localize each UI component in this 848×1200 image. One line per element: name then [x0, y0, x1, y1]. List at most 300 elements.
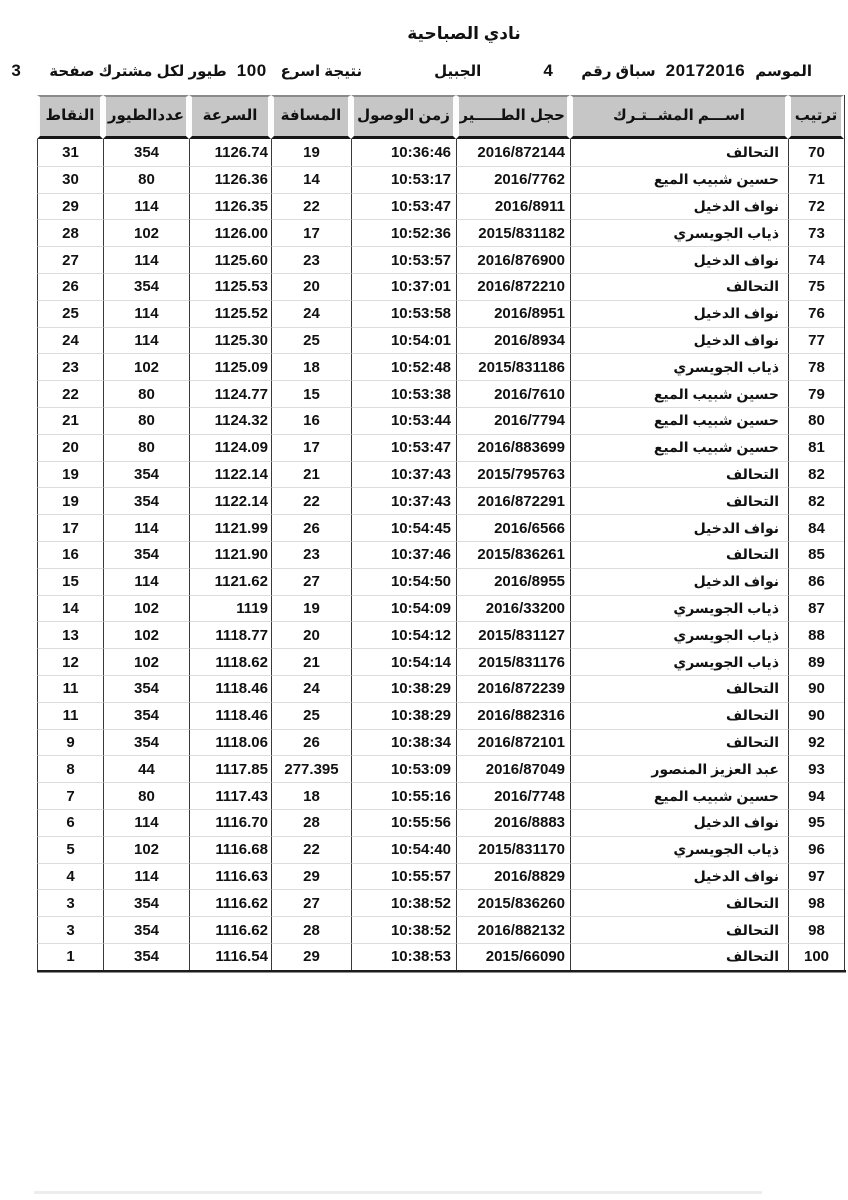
table-row: [37, 541, 844, 568]
distance-cell: 23: [271, 246, 351, 273]
arrival-time-cell: 10:38:52: [351, 889, 456, 916]
points-cell: 27: [37, 246, 103, 273]
points-cell: 6: [37, 809, 103, 836]
points-cell: 11: [37, 702, 103, 729]
distance-cell: 20: [271, 273, 351, 300]
result-label: نتيجة اسرع: [280, 63, 363, 80]
arrival-time-cell: 10:55:56: [351, 809, 456, 836]
arrival-time-cell: 10:53:38: [351, 380, 456, 407]
rank-cell: 85: [788, 541, 844, 568]
bird-count-cell: 102: [103, 648, 189, 675]
arrival-time-cell: 10:38:52: [351, 916, 456, 943]
ring-number-cell: 2016/876900: [456, 246, 570, 273]
participant-name-cell: ذياب الجويسري: [570, 648, 788, 675]
table-row: [37, 568, 844, 595]
results-table: [37, 95, 845, 970]
rank-cell: 98: [788, 889, 844, 916]
table-row: [37, 487, 844, 514]
arrival-time-cell: 10:37:01: [351, 273, 456, 300]
speed-cell: 1126.36: [189, 166, 271, 193]
distance-cell: 17: [271, 434, 351, 461]
bird-count-cell: 80: [103, 407, 189, 434]
ring-number-cell: 2016/6566: [456, 514, 570, 541]
participant-name-cell: نواف الدخيل: [570, 809, 788, 836]
arrival-time-cell: 10:53:58: [351, 300, 456, 327]
ring-number-cell: 2016/7762: [456, 166, 570, 193]
bird-count-cell: 80: [103, 380, 189, 407]
points-cell: 16: [37, 541, 103, 568]
distance-cell: 25: [271, 702, 351, 729]
bird-count-cell: 114: [103, 327, 189, 354]
header-points: النقاط: [37, 95, 103, 139]
participant-name-cell: نواف الدخيل: [570, 568, 788, 595]
speed-cell: 1125.52: [189, 300, 271, 327]
ring-number-cell: 2016/883699: [456, 434, 570, 461]
speed-cell: 1125.53: [189, 273, 271, 300]
rank-cell: 80: [788, 407, 844, 434]
race-location: الجبيل: [434, 63, 482, 80]
participant-name-cell: ذياب الجويسري: [570, 836, 788, 863]
speed-cell: 1117.43: [189, 782, 271, 809]
bird-count-cell: 114: [103, 809, 189, 836]
header-arrival-time: زمن الوصول: [351, 95, 456, 139]
bird-count-cell: 80: [103, 166, 189, 193]
bird-count-cell: 114: [103, 193, 189, 220]
speed-cell: 1121.99: [189, 514, 271, 541]
rank-cell: 89: [788, 648, 844, 675]
arrival-time-cell: 10:54:45: [351, 514, 456, 541]
points-cell: 14: [37, 595, 103, 622]
header-rank: ترتيب: [788, 95, 844, 139]
points-cell: 7: [37, 782, 103, 809]
report-meta-line: [0, 61, 848, 81]
distance-cell: 19: [271, 139, 351, 166]
arrival-time-cell: 10:37:43: [351, 461, 456, 488]
arrival-time-cell: 10:55:57: [351, 863, 456, 890]
distance-cell: 19: [271, 595, 351, 622]
points-cell: 3: [37, 916, 103, 943]
ring-number-cell: 2016/882316: [456, 702, 570, 729]
bird-count-cell: 114: [103, 246, 189, 273]
speed-cell: 1126.35: [189, 193, 271, 220]
arrival-time-cell: 10:53:09: [351, 755, 456, 782]
distance-cell: 16: [271, 407, 351, 434]
speed-cell: 1124.09: [189, 434, 271, 461]
ring-number-cell: 2016/8955: [456, 568, 570, 595]
arrival-time-cell: 10:54:50: [351, 568, 456, 595]
ring-number-cell: 2016/8911: [456, 193, 570, 220]
speed-cell: 1116.70: [189, 809, 271, 836]
distance-cell: 25: [271, 327, 351, 354]
table-row: [37, 300, 844, 327]
distance-cell: 17: [271, 219, 351, 246]
speed-cell: 1118.06: [189, 729, 271, 756]
points-cell: 11: [37, 675, 103, 702]
bird-count-cell: 44: [103, 755, 189, 782]
arrival-time-cell: 10:55:16: [351, 782, 456, 809]
bird-count-cell: 102: [103, 219, 189, 246]
participant-name-cell: عبد العزيز المنصور: [570, 755, 788, 782]
table-row: [37, 139, 844, 166]
speed-cell: 1118.77: [189, 621, 271, 648]
ring-number-cell: 2016/33200: [456, 595, 570, 622]
participant-name-cell: حسين شبيب الميع: [570, 782, 788, 809]
table-row: [37, 461, 844, 488]
table-row: [37, 273, 844, 300]
ring-number-cell: 2016/872239: [456, 675, 570, 702]
distance-cell: 28: [271, 809, 351, 836]
participant-name-cell: التحالف: [570, 943, 788, 970]
ring-number-cell: 2016/7610: [456, 380, 570, 407]
rank-cell: 79: [788, 380, 844, 407]
participant-name-cell: التحالف: [570, 541, 788, 568]
rank-cell: 96: [788, 836, 844, 863]
distance-cell: 20: [271, 621, 351, 648]
ring-number-cell: 2016/872144: [456, 139, 570, 166]
table-row: [37, 595, 844, 622]
speed-cell: 1126.00: [189, 219, 271, 246]
points-cell: 20: [37, 434, 103, 461]
distance-cell: 29: [271, 943, 351, 970]
speed-cell: 1125.30: [189, 327, 271, 354]
rank-cell: 95: [788, 809, 844, 836]
speed-cell: 1116.54: [189, 943, 271, 970]
distance-cell: 277.395: [271, 755, 351, 782]
participant-name-cell: التحالف: [570, 139, 788, 166]
table-row: [37, 648, 844, 675]
participant-name-cell: التحالف: [570, 702, 788, 729]
ring-number-cell: 2016/7748: [456, 782, 570, 809]
rank-cell: 77: [788, 327, 844, 354]
distance-cell: 27: [271, 568, 351, 595]
distance-cell: 26: [271, 729, 351, 756]
distance-cell: 28: [271, 916, 351, 943]
ring-number-cell: 2016/8951: [456, 300, 570, 327]
ring-number-cell: 2016/87049: [456, 755, 570, 782]
rank-cell: 76: [788, 300, 844, 327]
participant-name-cell: التحالف: [570, 889, 788, 916]
points-cell: 9: [37, 729, 103, 756]
scan-artifact: [34, 1191, 762, 1194]
participant-name-cell: حسين شبيب الميع: [570, 407, 788, 434]
speed-cell: 1116.68: [189, 836, 271, 863]
points-cell: 30: [37, 166, 103, 193]
rank-cell: 90: [788, 675, 844, 702]
ring-number-cell: 2015/831176: [456, 648, 570, 675]
table-row: [37, 755, 844, 782]
ring-number-cell: 2015/831186: [456, 353, 570, 380]
speed-cell: 1116.63: [189, 863, 271, 890]
participant-name-cell: التحالف: [570, 729, 788, 756]
ring-number-cell: 2016/8883: [456, 809, 570, 836]
bird-count-cell: 114: [103, 514, 189, 541]
bird-count-cell: 354: [103, 702, 189, 729]
rank-cell: 90: [788, 702, 844, 729]
table-bottom-double-rule: [37, 970, 846, 973]
arrival-time-cell: 10:53:17: [351, 166, 456, 193]
season-label: الموسم: [755, 63, 812, 80]
speed-cell: 1122.14: [189, 461, 271, 488]
bird-count-cell: 354: [103, 273, 189, 300]
points-cell: 12: [37, 648, 103, 675]
speed-cell: 1117.85: [189, 755, 271, 782]
distance-cell: 21: [271, 461, 351, 488]
table-row: [37, 407, 844, 434]
distance-cell: 24: [271, 675, 351, 702]
points-cell: 17: [37, 514, 103, 541]
table-row: [37, 675, 844, 702]
bird-count-cell: 114: [103, 568, 189, 595]
table-row: [37, 889, 844, 916]
speed-cell: 1125.09: [189, 353, 271, 380]
participant-name-cell: حسين شبيب الميع: [570, 380, 788, 407]
arrival-time-cell: 10:52:36: [351, 219, 456, 246]
rank-cell: 84: [788, 514, 844, 541]
distance-cell: 14: [271, 166, 351, 193]
ring-number-cell: 2016/7794: [456, 407, 570, 434]
bird-count-cell: 354: [103, 943, 189, 970]
arrival-time-cell: 10:37:46: [351, 541, 456, 568]
speed-cell: 1125.60: [189, 246, 271, 273]
table-row: [37, 193, 844, 220]
rank-cell: 87: [788, 595, 844, 622]
ring-number-cell: 2015/66090: [456, 943, 570, 970]
ring-number-cell: 2016/872210: [456, 273, 570, 300]
bird-limit: 100: [236, 61, 267, 80]
header-speed: السرعة: [189, 95, 271, 139]
bird-count-cell: 354: [103, 487, 189, 514]
speed-cell: 1116.62: [189, 889, 271, 916]
table-row: [37, 514, 844, 541]
ring-number-cell: 2015/831170: [456, 836, 570, 863]
table-row: [37, 621, 844, 648]
speed-cell: 1124.32: [189, 407, 271, 434]
header-participant-name: اســـم المشــتـرك: [570, 95, 788, 139]
bird-count-cell: 354: [103, 916, 189, 943]
participant-name-cell: نواف الدخيل: [570, 863, 788, 890]
speed-cell: 1126.74: [189, 139, 271, 166]
participant-name-cell: نواف الدخيل: [570, 514, 788, 541]
club-title: نادي الصباحية: [407, 24, 521, 43]
distance-cell: 21: [271, 648, 351, 675]
ring-number-cell: 2015/831182: [456, 219, 570, 246]
bird-count-cell: 102: [103, 353, 189, 380]
bird-count-cell: 354: [103, 675, 189, 702]
points-cell: 31: [37, 139, 103, 166]
table-row: [37, 782, 844, 809]
arrival-time-cell: 10:53:47: [351, 434, 456, 461]
race-label: سباق رقم: [581, 63, 656, 80]
participant-name-cell: التحالف: [570, 461, 788, 488]
rank-cell: 75: [788, 273, 844, 300]
distance-cell: 18: [271, 353, 351, 380]
distance-cell: 22: [271, 487, 351, 514]
arrival-time-cell: 10:38:53: [351, 943, 456, 970]
participant-name-cell: ذياب الجويسري: [570, 353, 788, 380]
ring-number-cell: 2015/836261: [456, 541, 570, 568]
race-number: 4: [543, 61, 554, 80]
participant-name-cell: نواف الدخيل: [570, 246, 788, 273]
distance-cell: 23: [271, 541, 351, 568]
rank-cell: 97: [788, 863, 844, 890]
points-cell: 1: [37, 943, 103, 970]
table-row: [37, 166, 844, 193]
participant-name-cell: ذياب الجويسري: [570, 621, 788, 648]
points-cell: 5: [37, 836, 103, 863]
results-body: [37, 139, 844, 970]
rank-cell: 71: [788, 166, 844, 193]
table-row: [37, 943, 844, 970]
arrival-time-cell: 10:54:09: [351, 595, 456, 622]
bird-count-cell: 354: [103, 889, 189, 916]
speed-cell: 1116.62: [189, 916, 271, 943]
speed-cell: 1121.62: [189, 568, 271, 595]
arrival-time-cell: 10:38:29: [351, 675, 456, 702]
per-participant-label: طيور لكل مشترك صفحة: [49, 63, 227, 80]
rank-cell: 73: [788, 219, 844, 246]
bird-count-cell: 114: [103, 863, 189, 890]
participant-name-cell: نواف الدخيل: [570, 193, 788, 220]
rank-cell: 92: [788, 729, 844, 756]
speed-cell: 1124.77: [189, 380, 271, 407]
points-cell: 29: [37, 193, 103, 220]
arrival-time-cell: 10:38:29: [351, 702, 456, 729]
distance-cell: 15: [271, 380, 351, 407]
points-cell: 15: [37, 568, 103, 595]
points-cell: 22: [37, 380, 103, 407]
points-cell: 19: [37, 487, 103, 514]
points-cell: 23: [37, 353, 103, 380]
participant-name-cell: نواف الدخيل: [570, 300, 788, 327]
ring-number-cell: 2015/831127: [456, 621, 570, 648]
table-row: [37, 729, 844, 756]
points-cell: 8: [37, 755, 103, 782]
table-row: [37, 434, 844, 461]
rank-cell: 94: [788, 782, 844, 809]
table-row: [37, 380, 844, 407]
bird-count-cell: 80: [103, 782, 189, 809]
ring-number-cell: 2015/836260: [456, 889, 570, 916]
distance-cell: 29: [271, 863, 351, 890]
rank-cell: 82: [788, 487, 844, 514]
points-cell: 25: [37, 300, 103, 327]
results-table-wrap: [38, 95, 845, 973]
page-number: 3: [11, 61, 22, 80]
points-cell: 26: [37, 273, 103, 300]
points-cell: 3: [37, 889, 103, 916]
distance-cell: 26: [271, 514, 351, 541]
rank-cell: 93: [788, 755, 844, 782]
arrival-time-cell: 10:54:14: [351, 648, 456, 675]
bird-count-cell: 80: [103, 434, 189, 461]
speed-cell: 1122.14: [189, 487, 271, 514]
rank-cell: 88: [788, 621, 844, 648]
arrival-time-cell: 10:53:57: [351, 246, 456, 273]
table-row: [37, 863, 844, 890]
table-row: [37, 219, 844, 246]
rank-cell: 78: [788, 353, 844, 380]
points-cell: 24: [37, 327, 103, 354]
rank-cell: 98: [788, 916, 844, 943]
arrival-time-cell: 10:54:01: [351, 327, 456, 354]
points-cell: 13: [37, 621, 103, 648]
participant-name-cell: التحالف: [570, 916, 788, 943]
rank-cell: 100: [788, 943, 844, 970]
arrival-time-cell: 10:54:12: [351, 621, 456, 648]
table-row: [37, 702, 844, 729]
participant-name-cell: التحالف: [570, 273, 788, 300]
header-row: [37, 95, 844, 139]
participant-name-cell: حسين شبيب الميع: [570, 434, 788, 461]
arrival-time-cell: 10:54:40: [351, 836, 456, 863]
bird-count-cell: 102: [103, 621, 189, 648]
participant-name-cell: حسين شبيب الميع: [570, 166, 788, 193]
speed-cell: 1119: [189, 595, 271, 622]
participant-name-cell: التحالف: [570, 487, 788, 514]
table-row: [37, 353, 844, 380]
speed-cell: 1118.46: [189, 675, 271, 702]
participant-name-cell: التحالف: [570, 675, 788, 702]
ring-number-cell: 2016/872291: [456, 487, 570, 514]
speed-cell: 1118.46: [189, 702, 271, 729]
distance-cell: 24: [271, 300, 351, 327]
header-bird-count: عددالطيور: [103, 95, 189, 139]
arrival-time-cell: 10:37:43: [351, 487, 456, 514]
header-distance: المسافة: [271, 95, 351, 139]
bird-count-cell: 354: [103, 729, 189, 756]
speed-cell: 1121.90: [189, 541, 271, 568]
participant-name-cell: ذياب الجويسري: [570, 219, 788, 246]
ring-number-cell: 2016/872101: [456, 729, 570, 756]
bird-count-cell: 354: [103, 541, 189, 568]
bird-count-cell: 114: [103, 300, 189, 327]
bird-count-cell: 354: [103, 461, 189, 488]
arrival-time-cell: 10:52:48: [351, 353, 456, 380]
distance-cell: 18: [271, 782, 351, 809]
ring-number-cell: 2015/795763: [456, 461, 570, 488]
rank-cell: 82: [788, 461, 844, 488]
arrival-time-cell: 10:53:44: [351, 407, 456, 434]
season-value: 20172016: [665, 61, 746, 80]
rank-cell: 86: [788, 568, 844, 595]
arrival-time-cell: 10:53:47: [351, 193, 456, 220]
header-ring-number: حجل الطـــــير: [456, 95, 570, 139]
table-row: [37, 246, 844, 273]
rank-cell: 72: [788, 193, 844, 220]
bird-count-cell: 102: [103, 595, 189, 622]
table-row: [37, 809, 844, 836]
table-row: [37, 916, 844, 943]
arrival-time-cell: 10:36:46: [351, 139, 456, 166]
participant-name-cell: نواف الدخيل: [570, 327, 788, 354]
distance-cell: 22: [271, 193, 351, 220]
arrival-time-cell: 10:38:34: [351, 729, 456, 756]
bird-count-cell: 354: [103, 139, 189, 166]
distance-cell: 22: [271, 836, 351, 863]
distance-cell: 27: [271, 889, 351, 916]
points-cell: 4: [37, 863, 103, 890]
bird-count-cell: 102: [103, 836, 189, 863]
rank-cell: 70: [788, 139, 844, 166]
points-cell: 19: [37, 461, 103, 488]
ring-number-cell: 2016/882132: [456, 916, 570, 943]
rank-cell: 74: [788, 246, 844, 273]
ring-number-cell: 2016/8934: [456, 327, 570, 354]
points-cell: 28: [37, 219, 103, 246]
speed-cell: 1118.62: [189, 648, 271, 675]
points-cell: 21: [37, 407, 103, 434]
table-row: [37, 836, 844, 863]
